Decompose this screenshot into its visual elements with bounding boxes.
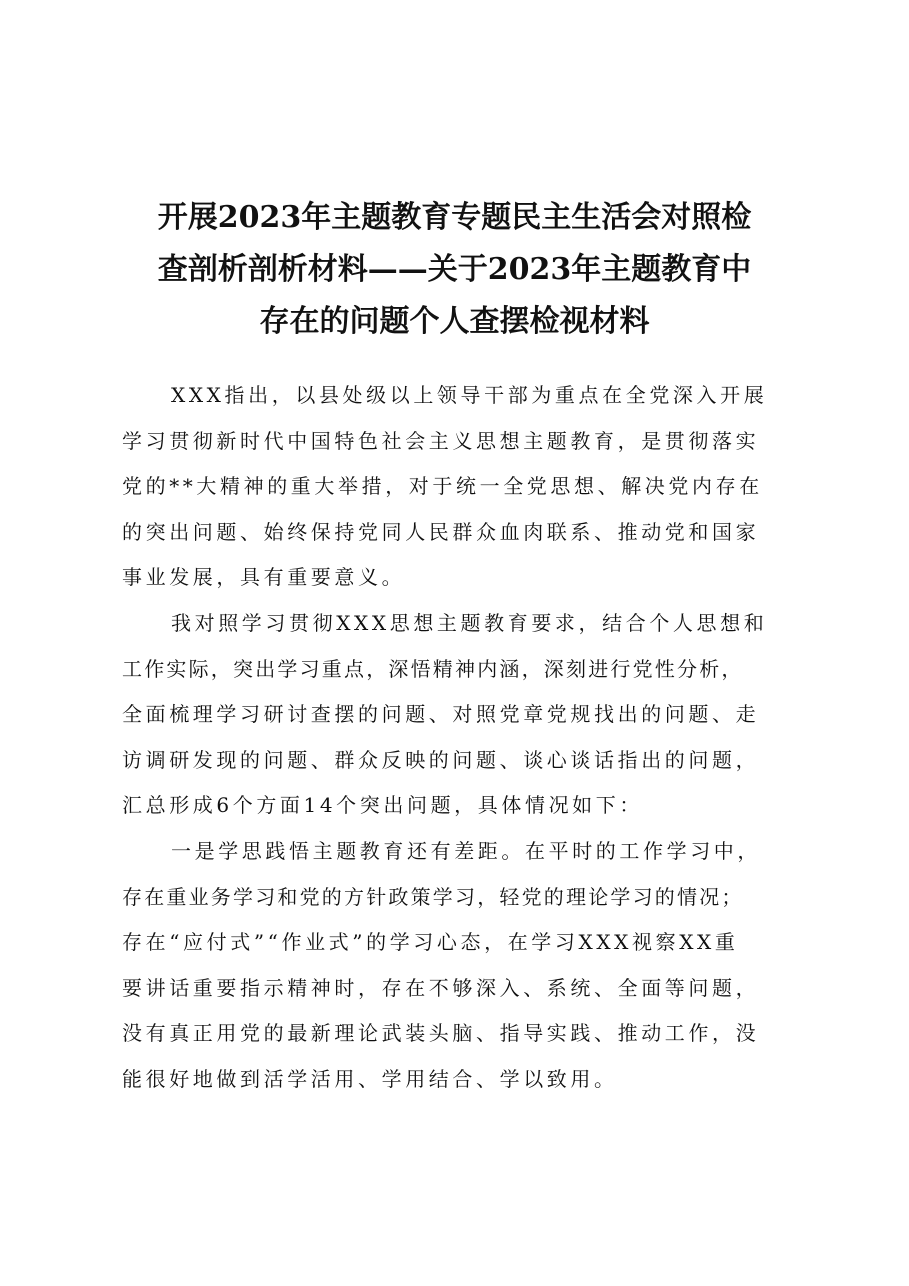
text-line: 事业发展，具有重要意义。: [122, 565, 406, 590]
paragraph-self-review: [122, 601, 802, 829]
document-body: [122, 373, 802, 1103]
document-title: [100, 192, 809, 348]
paragraph-problem-one: [122, 829, 802, 1103]
text-line: 一是学思践悟主题教育还有差距。在平时的工作学习中，: [171, 838, 761, 863]
text-line: 的突出问题、始终保持党同人民群众血肉联系、推动党和国家: [122, 519, 760, 544]
text-line: 能很好地做到活学活用、学用结合、学以致用。: [122, 1066, 618, 1091]
title-line: 查剖析剖析材料——关于2023年主题教育中: [157, 252, 752, 287]
text-line: 访调研发现的问题、群众反映的问题、谈心谈话指出的问题，: [122, 747, 760, 772]
text-line: 工作实际，突出学习重点，深悟精神内涵，深刻进行党性分析，: [122, 656, 744, 681]
text-line: XXX指出，以县处级以上领导干部为重点在全党深入开展: [171, 383, 768, 407]
text-line: 存在重业务学习和党的方针政策学习，轻党的理论学习的情况；: [122, 884, 744, 909]
text-line: 汇总形成6个方面14个突出问题，具体情况如下：: [122, 793, 643, 818]
text-line: 学习贯彻新时代中国特色社会主义思想主题教育，是贯彻落实: [122, 428, 760, 453]
text-line: 我对照学习贯彻XXX思想主题教育要求，结合个人思想和: [171, 610, 768, 635]
title-line: 存在的问题个人查摆检视材料: [259, 304, 650, 339]
text-line: 没有真正用党的最新理论武装头脑、指导实践、推动工作，没: [122, 1021, 760, 1046]
text-line: 要讲话重要指示精神时，存在不够深入、系统、全面等问题，: [122, 975, 760, 1000]
text-line: 存在“应付式”“作业式”的学习心态，在学习XXX视察XX重: [122, 930, 739, 955]
text-line: 党的**大精神的重大举措，对于统一全党思想、解决党内存在: [122, 474, 763, 499]
paragraph-intro: [122, 373, 802, 601]
title-line: 开展2023年主题教育专题民主生活会对照检: [157, 200, 752, 235]
text-line: 全面梳理学习研讨查摆的问题、对照党章党规找出的问题、走: [122, 702, 760, 727]
